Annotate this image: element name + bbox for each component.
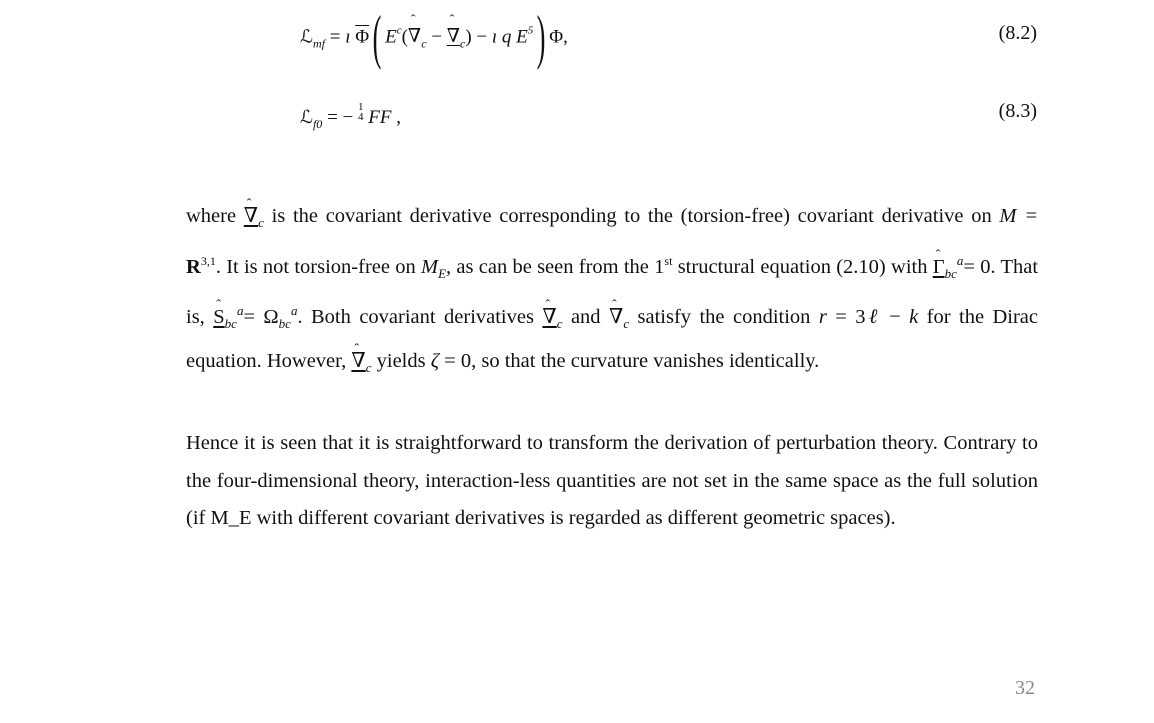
paragraph-text: and [570, 306, 601, 329]
inline-math: ˆ $\nabla_c$ [542, 306, 562, 328]
inline-math: $M_E$ [421, 255, 447, 281]
equation-number: (8.3) [998, 100, 1037, 122]
inline-math: ˆ $\nabla_c$ [351, 350, 371, 372]
inline-math: ˆ $\nabla_c$ [609, 306, 629, 328]
inline-math: ˆ $S_{bc}^a= \Omega_{bc}^a$ [213, 306, 297, 328]
paragraph-text: yields [376, 349, 426, 372]
equation-8-2 [300, 4, 1037, 71]
paragraph-text: . That is, [186, 255, 1039, 329]
paragraph-text: satisfy the condition [637, 306, 811, 329]
paragraph-text: where [186, 205, 237, 227]
paragraph-text: for the Dirac equation. However, [186, 306, 1038, 372]
paragraph-text: , so that the curvature vanishes identically. [471, 349, 820, 372]
paragraph-text: . Both covariant derivatives [297, 306, 534, 329]
inline-math: ˆ $\nabla_c$ [244, 205, 264, 227]
superscript-st: st [664, 253, 673, 268]
inline-math: r = 3ℓ − k [818, 306, 919, 329]
inline-math: ζ = 0 [430, 349, 472, 372]
paragraph-text: Hence it is seen that it is straightforward to transform the derivation of perturbation theory. Contrary to the four-dimensional theory, interaction-less quantities are not set in the same space as the full solution (if M_E with different covariant derivatives is regarded as different geometric spaces). [186, 432, 1038, 530]
equation-8-3-body: ℒ$_{f0}$ = − 1 4 FF , [300, 101, 401, 131]
inline-math: M = R$^{3,1}$ [186, 205, 1039, 278]
equation-8-2-body: ℒ$_{mf}$ = ı $\overline{\Phi}$( $E^c(ˆ$ $\nabla_c$ − ˆ $\nabla_c$) − ı q $E^5$) Φ, [300, 14, 568, 62]
equation-8-3 [300, 92, 1037, 132]
inline-math: ˆ $\Gamma_{bc}^a= 0$ [933, 256, 991, 278]
paragraph-text: is the covariant derivative corresponding to the (torsion-free) covariant derivative on [271, 205, 992, 227]
paragraph-1 [186, 198, 1038, 386]
paragraph-text: . It is not torsion-free on [215, 255, 416, 278]
paragraph-2 [186, 425, 1038, 538]
paragraph-text: , as can be seen from the 1 [446, 255, 665, 278]
paragraph-text: structural equation (2.10) with [677, 255, 928, 278]
page-number: 32 [1015, 677, 1035, 699]
equation-number: (8.2) [998, 22, 1037, 44]
